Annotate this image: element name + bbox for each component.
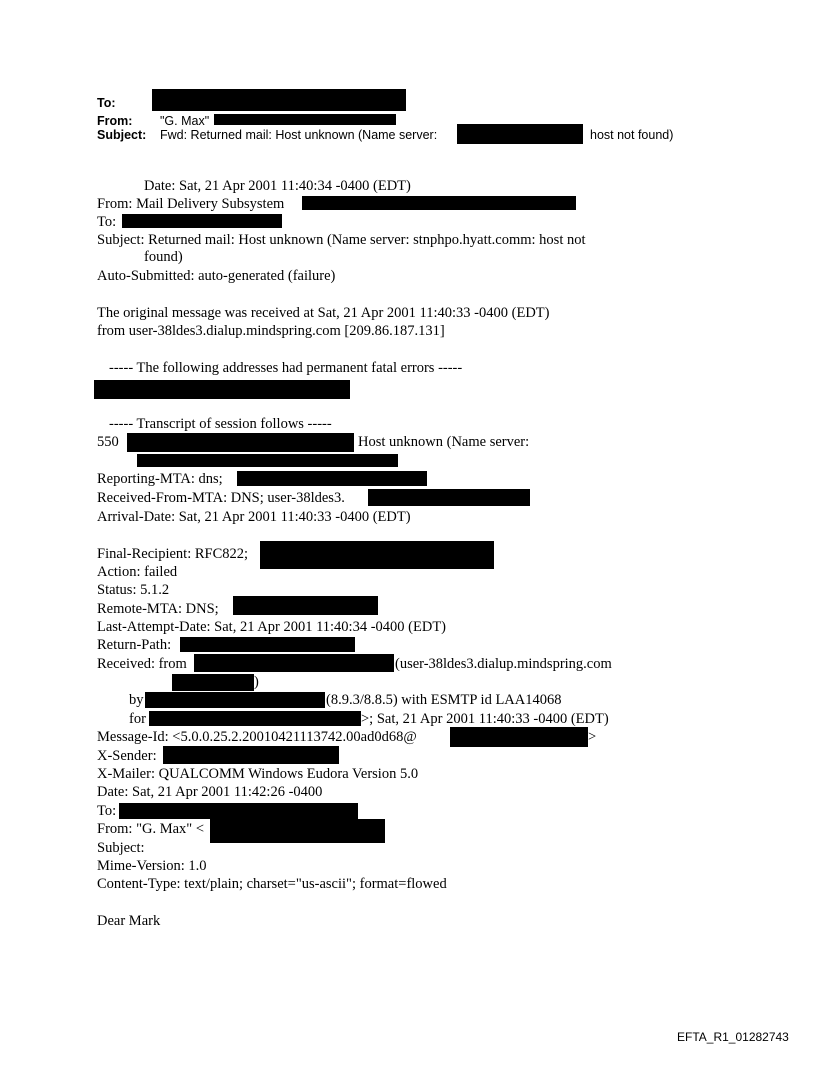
transcript-reporting-mta: Reporting-MTA: dns; xyxy=(97,471,223,487)
transcript-arrival-date: Arrival-Date: Sat, 21 Apr 2001 11:40:33 -0400 (EDT) xyxy=(97,509,411,525)
forward-subject-label: Subject: xyxy=(97,128,147,142)
message-id: Message-Id: <5.0.0.25.2.20010421113742.00ad0d68@ xyxy=(97,729,417,745)
redaction-bar xyxy=(233,596,378,615)
content-type: Content-Type: text/plain; charset="us-ascii"; format=flowed xyxy=(97,876,447,892)
received-from: Received: from xyxy=(97,656,187,672)
inner-to: To: xyxy=(97,214,117,230)
redaction-bar xyxy=(302,196,576,210)
redaction-bar xyxy=(127,433,354,452)
inner-from: From: Mail Delivery Subsystem xyxy=(97,196,285,212)
forward-subject-row xyxy=(97,128,146,142)
inner-subject-line2: found) xyxy=(144,249,183,265)
message-subject: Subject: xyxy=(97,840,145,856)
forward-subject-value: Fwd: Returned mail: Host unknown (Name server: xyxy=(160,128,438,142)
inner-auto-submitted: Auto-Submitted: auto-generated (failure) xyxy=(97,268,336,284)
forward-from-label: From: xyxy=(97,114,133,128)
forward-to-row xyxy=(97,96,116,110)
action: Action: failed xyxy=(97,564,178,580)
message-id-end: > xyxy=(588,729,597,745)
return-path: Return-Path: xyxy=(97,637,172,653)
redaction-bar xyxy=(152,89,406,111)
transcript-heading: ----- Transcript of session follows ----- xyxy=(109,416,332,432)
redaction-bar xyxy=(450,727,588,747)
redaction-bar xyxy=(172,674,254,691)
x-mailer: X-Mailer: QUALCOMM Windows Eudora Version 5.0 xyxy=(97,766,419,782)
final-recipient: Final-Recipient: RFC822; xyxy=(97,546,249,562)
inner-date: Date: Sat, 21 Apr 2001 11:40:34 -0400 (EDT) xyxy=(144,178,411,194)
fatal-errors-heading: ----- The following addresses had permanent fatal errors ----- xyxy=(109,360,463,376)
received-for: for xyxy=(129,711,146,727)
forward-from-value: "G. Max" xyxy=(160,114,210,128)
received-from-host: (user-38ldes3.dialup.mindspring.com xyxy=(395,656,612,672)
last-attempt-date: Last-Attempt-Date: Sat, 21 Apr 2001 11:40:34 -0400 (EDT) xyxy=(97,619,447,635)
redaction-bar xyxy=(94,380,350,399)
received-paren: ) xyxy=(254,674,259,690)
x-sender: X-Sender: xyxy=(97,748,157,764)
redaction-bar xyxy=(214,114,396,125)
remote-mta: Remote-MTA: DNS; xyxy=(97,601,219,617)
redaction-bar xyxy=(237,471,427,486)
message-to: To: xyxy=(97,803,117,819)
message-date: Date: Sat, 21 Apr 2001 11:42:26 -0400 xyxy=(97,784,323,800)
redaction-bar xyxy=(194,654,394,672)
forward-to-label: To: xyxy=(97,96,116,110)
received-by-detail: (8.9.3/8.8.5) with ESMTP id LAA14068 xyxy=(326,692,562,708)
forward-subject-value-end: host not found) xyxy=(590,128,674,142)
received-for-detail: >; Sat, 21 Apr 2001 11:40:33 -0400 (EDT) xyxy=(361,711,609,727)
original-message-line2: from user-38ldes3.dialup.mindspring.com [209.86.187.131] xyxy=(97,323,445,339)
inner-subject-line1: Subject: Returned mail: Host unknown (Name server: stnphpo.hyatt.comm: host not xyxy=(97,232,586,248)
received-by: by xyxy=(129,692,144,708)
redaction-bar xyxy=(260,541,494,569)
redaction-bar xyxy=(457,124,583,144)
status: Status: 5.1.2 xyxy=(97,582,170,598)
document-id: EFTA_R1_01282743 xyxy=(677,1030,789,1044)
message-from: From: "G. Max" < xyxy=(97,821,205,837)
redaction-bar xyxy=(180,637,355,652)
transcript-received-from-mta: Received-From-MTA: DNS; user-38ldes3. xyxy=(97,490,345,506)
mime-version: Mime-Version: 1.0 xyxy=(97,858,207,874)
redaction-bar xyxy=(122,214,282,228)
forward-from-row xyxy=(97,114,132,128)
redaction-bar xyxy=(145,692,325,708)
redaction-bar xyxy=(119,803,358,819)
redaction-bar xyxy=(210,819,385,843)
salutation: Dear Mark xyxy=(97,913,161,929)
transcript-550: 550 xyxy=(97,434,119,450)
redaction-bar xyxy=(149,711,361,726)
original-message-line1: The original message was received at Sat, 21 Apr 2001 11:40:33 -0400 (EDT) xyxy=(97,305,550,321)
redaction-bar xyxy=(137,454,398,467)
redaction-bar xyxy=(163,746,339,764)
transcript-550-host-unknown: Host unknown (Name server: xyxy=(358,434,530,450)
redaction-bar xyxy=(368,489,530,506)
